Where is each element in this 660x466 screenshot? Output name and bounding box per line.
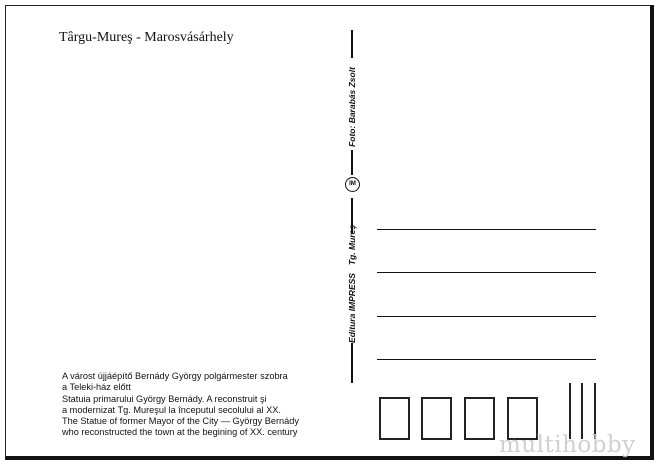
caption-hu-line2: a Teleki-ház előtt — [62, 382, 131, 393]
watermark: multihobby — [499, 432, 636, 458]
address-line — [377, 229, 596, 230]
circle-logo-icon: IM — [345, 177, 360, 192]
caption-ro-line1: Statuia primarului György Bernády. A reconstruit şi — [62, 393, 267, 404]
address-line — [377, 272, 596, 273]
stamp-bar — [569, 383, 571, 439]
caption-en-line1: The Statue of former Mayor of the City — György Bernády — [62, 416, 299, 427]
caption — [62, 371, 344, 439]
vertical-divider-segment — [351, 343, 353, 383]
photo-credit: Foto: Barabás Zsolt — [347, 67, 357, 147]
postal-code-box — [379, 397, 410, 440]
postal-code-box — [464, 397, 495, 440]
vertical-divider-segment — [351, 150, 353, 175]
card-title: Târgu-Mureş - Marosvásárhely — [59, 30, 234, 45]
stamp-bar — [594, 383, 596, 439]
caption-hu-line1: A várost újjáépítő Bernády György polgármester szobra — [62, 371, 288, 381]
caption-ro-line2: a modernizat Tg. Mureşul la începutul secolului al XX. — [62, 404, 281, 415]
postal-code-box — [421, 397, 452, 440]
address-line — [377, 316, 596, 317]
stamp-bar — [581, 383, 583, 439]
publisher-city: Tg. Mureş — [347, 224, 357, 266]
caption-en-line2: who reconstructed the town at the begining of XX. century — [62, 427, 298, 438]
address-line — [377, 359, 596, 360]
vertical-divider-segment — [351, 30, 353, 58]
publisher-name: Editura IMPRESS — [347, 273, 357, 343]
